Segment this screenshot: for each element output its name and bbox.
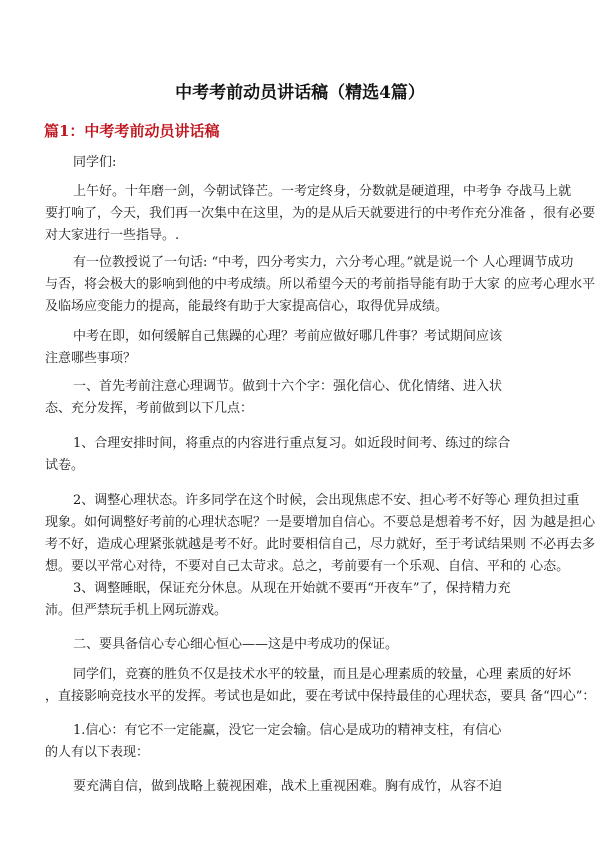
text-line: 考不好，造成心理紧张就越是考不好。此时要相信自己，尽力就好，至于考试结果则 不必再去多 bbox=[45, 537, 596, 552]
text-line: 同学们，竞赛的胜负不仅是技术水平的较量，而且是心理素质的较量，心理 素质的好坏 bbox=[73, 667, 572, 682]
paragraph-8 bbox=[45, 634, 565, 656]
text-line: 要打响了，今天，我们再一次集中在这里，为的是从后天就要进行的中考作充分准备 ，很有必要 bbox=[45, 206, 596, 221]
text-line: 1.信心：有它不一定能赢，没它一定会输。信心是成功的精神支柱，有信心 bbox=[73, 723, 502, 738]
document-title: 中考考前动员讲话稿（精选4篇） bbox=[175, 83, 425, 103]
paragraph-5 bbox=[45, 433, 565, 477]
text-line: 的人有以下表现： bbox=[45, 745, 150, 760]
text-line: 有一位教授说了一句话: “中考，四分考实力，六分考心理。”就是说一个 人心理调节成功 bbox=[73, 255, 574, 270]
text-line: 要充满自信，做到战略上藐视困难，战术上重视困难。胸有成竹，从容不迫 bbox=[73, 779, 503, 794]
paragraph-6 bbox=[45, 490, 596, 578]
paragraph-9 bbox=[45, 664, 596, 708]
text-line: 1、合理安排时间，将重点的内容进行重点复习。如近段时间考、练过的综合 bbox=[73, 436, 511, 451]
paragraph-10 bbox=[45, 720, 565, 764]
paragraph-3 bbox=[45, 326, 565, 370]
text-line: 态、充分发挥，考前做到以下几点： bbox=[45, 401, 254, 416]
section-heading: 篇1：中考考前动员讲话稿 bbox=[44, 122, 220, 140]
text-line: 及临场应变能力的提高，能最终有助于大家提高信心，取得优异成绩。 bbox=[45, 299, 449, 314]
text-line: 对大家进行一些指导。. bbox=[45, 228, 180, 243]
paragraph-11 bbox=[45, 776, 565, 798]
text-line: 想。要以平常心对待，不要对自己太苛求。总之，考前要有一个乐观、自信、平和的 心态。 bbox=[45, 559, 570, 574]
text-line: 试卷。 bbox=[45, 458, 85, 473]
text-line: 中考在即，如何缓解自己焦躁的心理？考前应做好哪几件事？考试期间应该 bbox=[73, 329, 503, 344]
text-line: 与否，将会极大的影响到他的中考成绩。所以希望今天的考前指导能有助于大家 的应考心理水平 bbox=[45, 277, 596, 292]
text-line: 3、调整睡眠，保证充分休息。从现在开始就不要再“开夜车”了，保持精力充 bbox=[73, 581, 511, 596]
text-line: 2、调整心理状态。许多同学在这个时候，会出现焦虑不安、担心考不好等心 理负担过重 bbox=[73, 493, 580, 508]
text-line: 注意哪些事项？ bbox=[45, 351, 137, 366]
text-line: 二、要具备信心专心细心恒心——这是中考成功的保证。 bbox=[73, 637, 399, 652]
paragraph-2 bbox=[45, 252, 596, 318]
text-line: ，直接影响竞技水平的发挥。考试也是如此，要在考试中保持最佳的心理状态，要具 备“四心”： bbox=[45, 689, 596, 704]
paragraph-4 bbox=[45, 376, 565, 420]
text-line: 现象。如何调整好考前的心理状态呢？一是要增加自信心。不要总是想着考不好，因 为越是担心 bbox=[45, 515, 596, 530]
text-line: 上午好。十年磨一剑，今朝试锋芒。一考定终身，分数就是硬道理，中考争 夺战马上就 bbox=[73, 184, 572, 199]
text-line: 沛。但严禁玩手机上网玩游戏。 bbox=[45, 603, 228, 618]
paragraph-1 bbox=[45, 181, 596, 247]
text-line: 一、首先考前注意心理调节。做到十六个字：强化信心、优化情绪、进入状 bbox=[73, 379, 503, 394]
text-line: 同学们: bbox=[73, 155, 117, 170]
paragraph-7 bbox=[45, 578, 565, 622]
paragraph-greeting bbox=[45, 152, 565, 174]
